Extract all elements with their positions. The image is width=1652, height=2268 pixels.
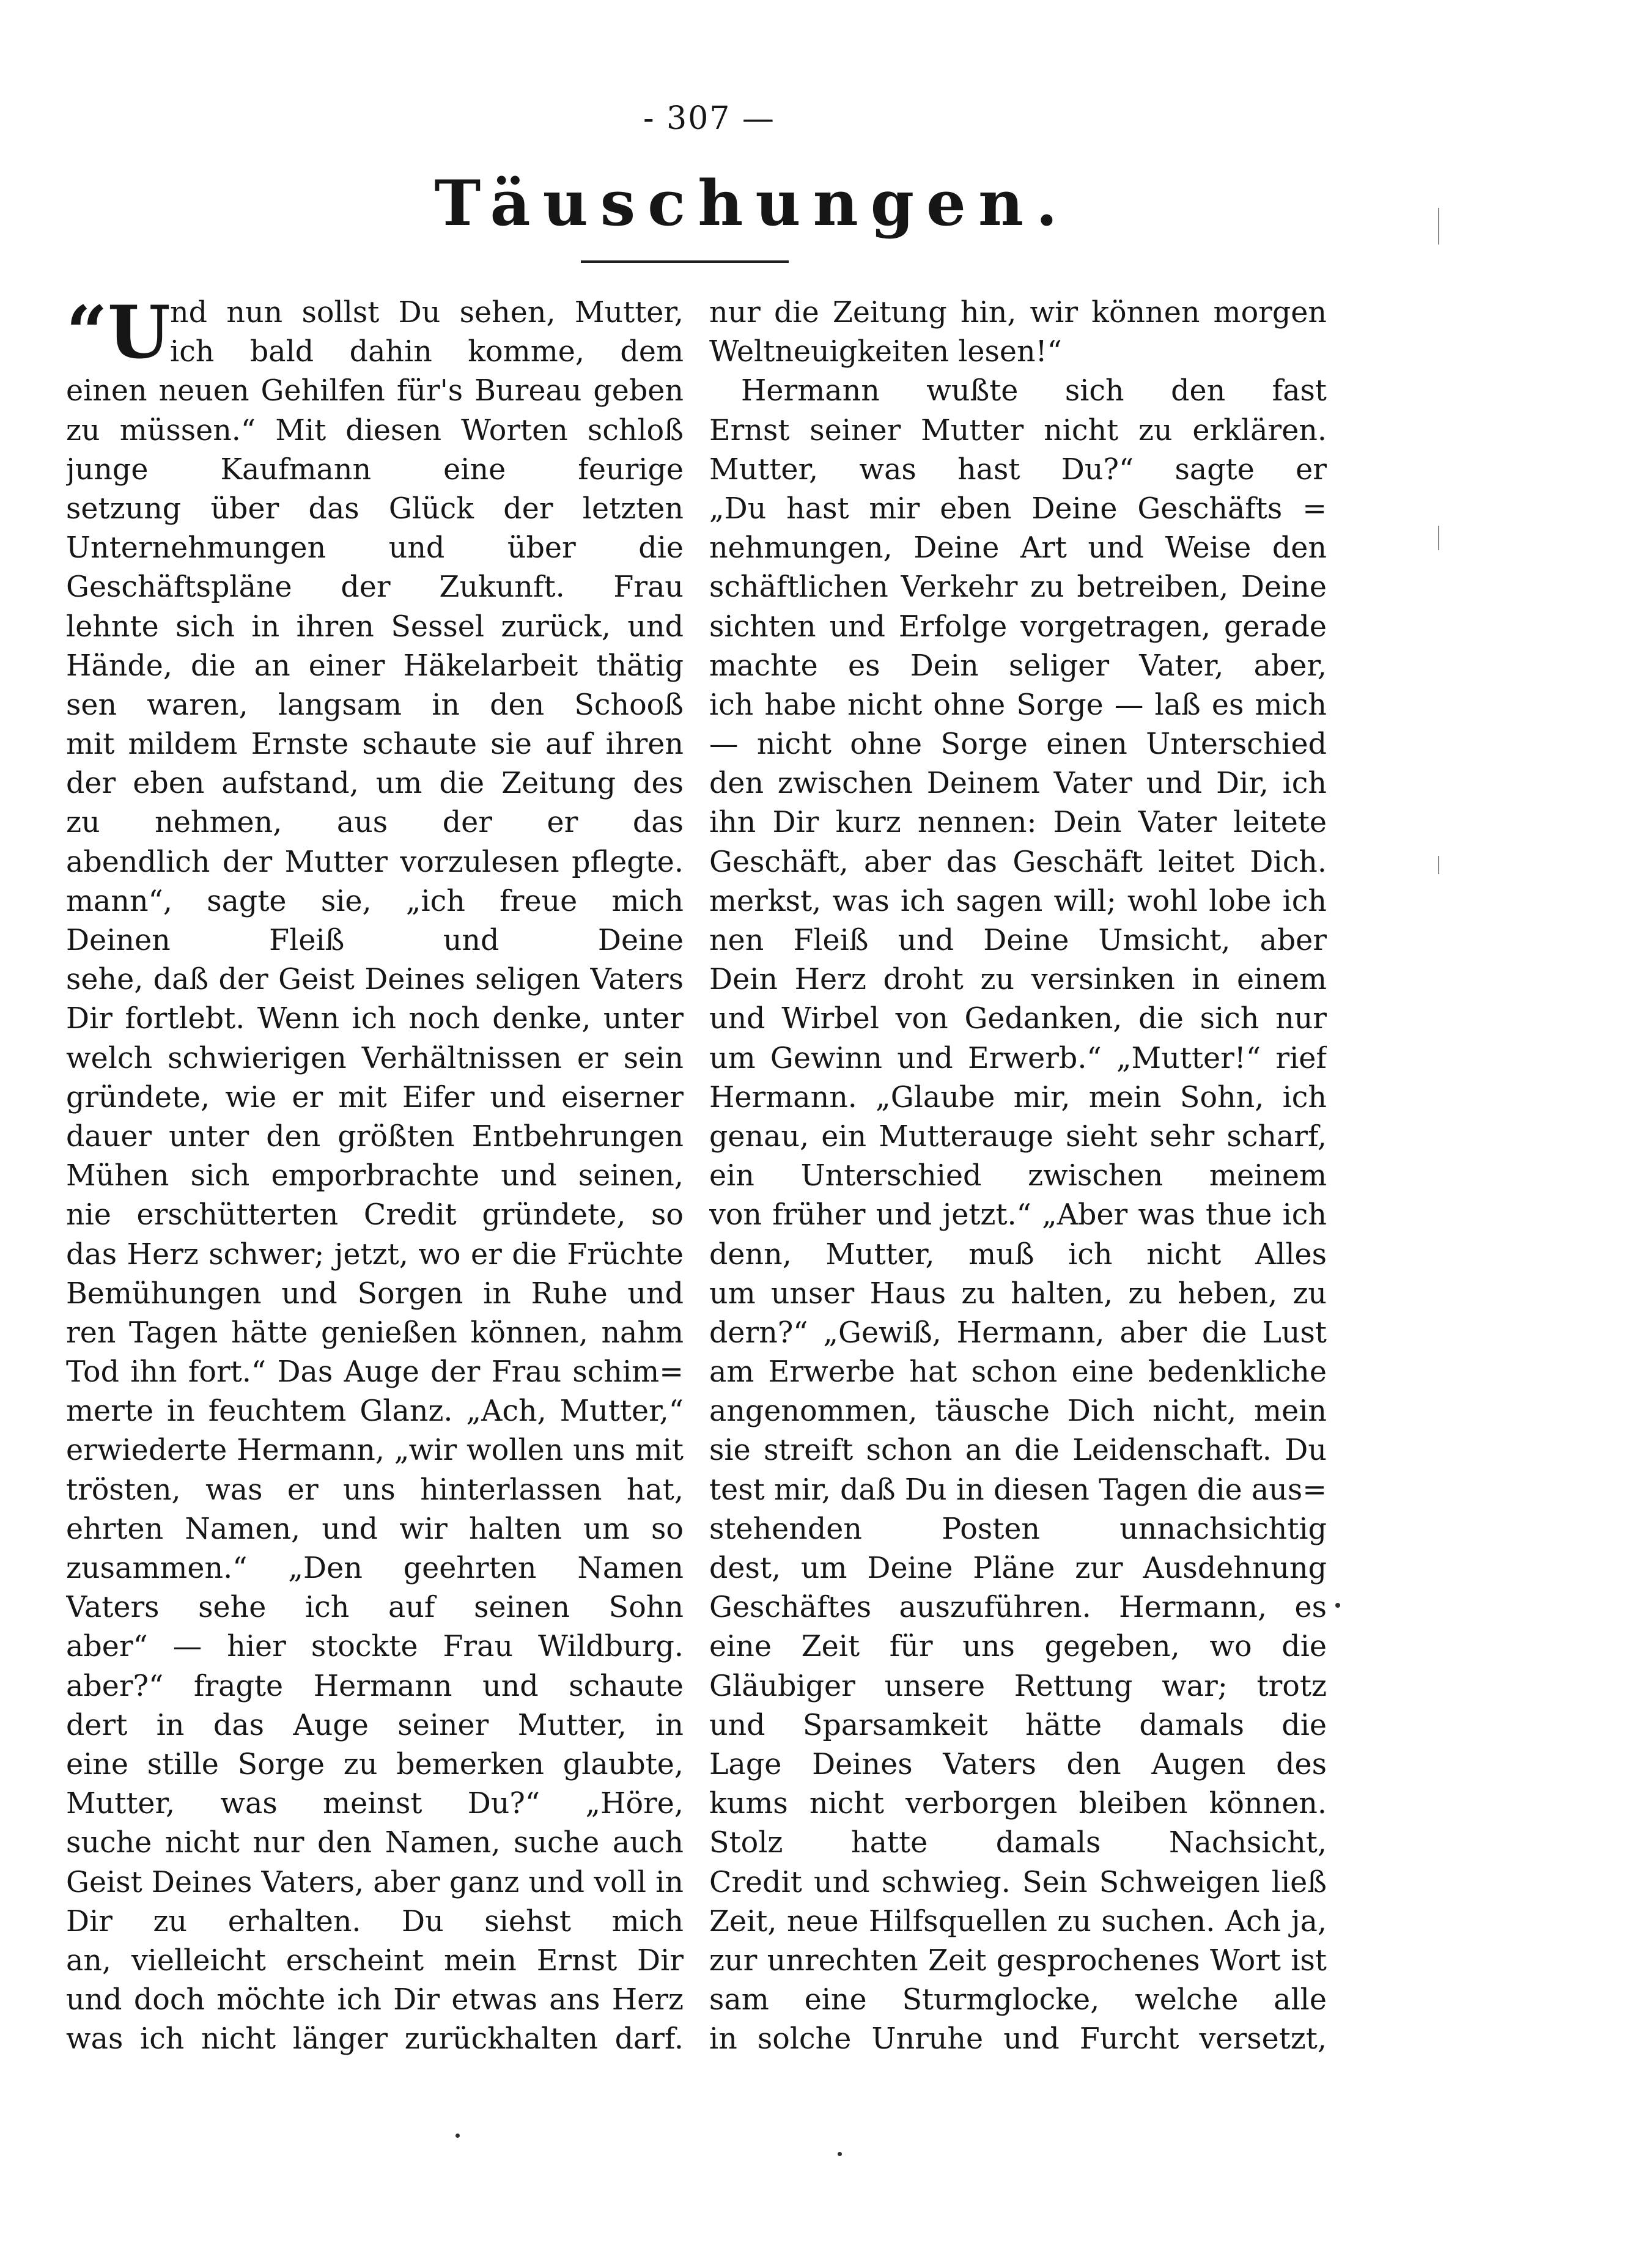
text-line: dest, um Deine Pläne zur Ausdehnung bbox=[709, 1552, 1327, 1585]
text-line: ihn Dir kurz nennen: Dein Vater leitete bbox=[709, 806, 1327, 840]
text-line: suche nicht nur den Namen, suche auch bbox=[66, 1826, 684, 1860]
text-line: Geschäftes auszuführen. Hermann, es bbox=[709, 1591, 1327, 1625]
text-line: ren Tagen hätte genießen können, nahm bbox=[66, 1316, 684, 1350]
drop-cap: “U bbox=[66, 290, 171, 375]
text-line: sam eine Sturmglocke, welche alle bbox=[709, 1983, 1327, 2017]
left-column bbox=[66, 290, 684, 2059]
text-line: Zeit, neue Hilfsquellen zu suchen. Ach ja, bbox=[709, 1904, 1327, 1938]
text-line: am Erwerbe hat schon eine bedenkliche bbox=[709, 1355, 1327, 1390]
text-line: sen waren, langsam in den Schooß bbox=[66, 688, 684, 722]
text-line: Gläubiger unsere Rettung war; trotz bbox=[709, 1669, 1327, 1703]
text-line: lehnte sich in ihren Sessel zurück, und bbox=[66, 609, 684, 644]
text-line: ein Unterschied zwischen meinem bbox=[709, 1159, 1327, 1193]
text-line: nd nun sollst Du sehen, Mutter, bbox=[170, 296, 684, 330]
text-line: sie streift schon an die Leidenschaft. Du bbox=[709, 1434, 1327, 1468]
text-line: um Gewinn und Erwerb.“ „Mutter!“ rief bbox=[709, 1041, 1327, 1075]
text-line: aber?“ fragte Hermann und schaute bbox=[66, 1669, 684, 1703]
title-rule bbox=[581, 260, 789, 263]
text-line: Unternehmungen und über die bbox=[66, 531, 684, 565]
text-line: zu müssen.“ Mit diesen Worten schloß bbox=[66, 413, 684, 447]
text-line: zusammen.“ „Den geehrten Namen bbox=[66, 1552, 684, 1585]
text-line: aber“ — hier stockte Frau Wildburg. bbox=[66, 1630, 684, 1664]
text-line: der eben aufstand, um die Zeitung des bbox=[66, 767, 684, 801]
text-line: eine Zeit für uns gegeben, wo die bbox=[709, 1630, 1327, 1664]
text-line: Dir fortlebt. Wenn ich noch denke, unter bbox=[66, 1002, 684, 1036]
text-line: Mutter, was hast Du?“ sagte er bbox=[709, 452, 1327, 487]
text-line: von früher und jetzt.“ „Aber was thue ich bbox=[709, 1198, 1327, 1232]
text-line: Dir zu erhalten. Du siehst mich bbox=[66, 1904, 684, 1938]
text-line: Deinen Fleiß und Deine bbox=[66, 924, 684, 957]
margin-mark bbox=[1438, 856, 1439, 874]
text-line: Mutter, was meinst Du?“ „Höre, bbox=[66, 1787, 684, 1821]
print-speck bbox=[838, 2152, 842, 2156]
text-line: nur die Zeitung hin, wir können morgen bbox=[709, 296, 1327, 330]
text-line: Geschäft, aber das Geschäft leitet Dich. bbox=[709, 845, 1327, 879]
text-line: „Du hast mir eben Deine Geschäfts = bbox=[709, 492, 1327, 526]
text-line: das Herz schwer; jetzt, wo er die Früchte bbox=[66, 1237, 684, 1272]
text-line: Hände, die an einer Häkelarbeit thätig bbox=[66, 649, 684, 683]
text-line: und Wirbel von Gedanken, die sich nur bbox=[709, 1002, 1327, 1036]
text-line: — nicht ohne Sorge einen Unterschied bbox=[709, 727, 1327, 762]
text-line: Lage Deines Vaters den Augen des bbox=[709, 1747, 1327, 1781]
text-line: Hermann wußte sich den fast bbox=[741, 374, 1327, 408]
text-line: Credit und schwieg. Sein Schweigen ließ bbox=[709, 1865, 1327, 1899]
text-line: eine stille Sorge zu bemerken glaubte, bbox=[66, 1747, 684, 1781]
text-line: trösten, was er uns hinterlassen hat, bbox=[66, 1473, 684, 1507]
text-line: Ernst seiner Mutter nicht zu erklären. bbox=[709, 413, 1327, 447]
text-line: test mir, daß Du in diesen Tagen die aus= bbox=[709, 1473, 1327, 1507]
text-line: Tod ihn fort.“ Das Auge der Frau schim= bbox=[66, 1355, 684, 1390]
text-line: setzung über das Glück der letzten bbox=[66, 492, 684, 526]
text-line: Geist Deines Vaters, aber ganz und voll in bbox=[66, 1865, 684, 1899]
text-line: Hermann. „Glaube mir, mein Sohn, ich bbox=[709, 1080, 1327, 1114]
print-speck bbox=[1335, 1603, 1340, 1608]
text-line: genau, ein Mutterauge sieht sehr scharf, bbox=[709, 1119, 1327, 1154]
text-line: nen Fleiß und Deine Umsicht, aber bbox=[709, 924, 1327, 957]
text-line: Bemühungen und Sorgen in Ruhe und bbox=[66, 1276, 684, 1311]
right-column bbox=[709, 293, 1327, 2059]
text-line: Mühen sich emporbrachte und seinen, bbox=[66, 1159, 684, 1193]
text-line: Vaters sehe ich auf seinen Sohn bbox=[66, 1591, 684, 1625]
text-line: merkst, was ich sagen will; wohl lobe ich bbox=[709, 884, 1327, 918]
text-line: Geschäftspläne der Zukunft. Frau bbox=[66, 570, 684, 605]
page-title: Täuschungen. bbox=[434, 167, 1070, 240]
margin-mark bbox=[1438, 208, 1439, 245]
text-line: Weltneuigkeiten lesen!“ bbox=[709, 335, 1062, 369]
text-line: mann“, sagte sie, „ich freue mich bbox=[66, 884, 684, 918]
text-line: stehenden Posten unnachsichtig bbox=[709, 1512, 1327, 1546]
text-line: was ich nicht länger zurückhalten darf. bbox=[66, 2022, 684, 2056]
text-line: gründete, wie er mit Eifer und eiserner bbox=[66, 1080, 684, 1114]
text-line: einen neuen Gehilfen für's Bureau geben bbox=[66, 374, 684, 408]
margin-mark bbox=[1438, 526, 1439, 550]
text-line: machte es Dein seliger Vater, aber, bbox=[709, 649, 1327, 683]
text-line: nehmungen, Deine Art und Weise den bbox=[709, 531, 1327, 565]
text-line: abendlich der Mutter vorzulesen pflegte. bbox=[66, 845, 684, 879]
text-line: ehrten Namen, und wir halten um so bbox=[66, 1512, 684, 1546]
text-line: schäftlichen Verkehr zu betreiben, Deine bbox=[709, 570, 1327, 605]
text-line: dern?“ „Gewiß, Hermann, aber die Lust bbox=[709, 1316, 1327, 1350]
page-number: - 307 — bbox=[643, 100, 775, 137]
text-line: dauer unter den größten Entbehrungen bbox=[66, 1119, 684, 1154]
text-line: erwiederte Hermann, „wir wollen uns mit bbox=[66, 1434, 684, 1468]
text-line: dert in das Auge seiner Mutter, in bbox=[66, 1708, 684, 1742]
print-speck bbox=[455, 2134, 460, 2138]
text-line: zur unrechten Zeit gesprochenes Wort ist bbox=[709, 1943, 1327, 1978]
text-line: merte in feuchtem Glanz. „Ach, Mutter,“ bbox=[66, 1394, 684, 1429]
text-line: um unser Haus zu halten, zu heben, zu bbox=[709, 1276, 1327, 1311]
text-line: angenommen, täusche Dich nicht, mein bbox=[709, 1394, 1327, 1429]
text-line: an, vielleicht erscheint mein Ernst Dir bbox=[66, 1943, 684, 1978]
text-line: ich bald dahin komme, dem bbox=[170, 335, 684, 369]
text-line: junge Kaufmann eine feurige bbox=[66, 452, 684, 487]
text-line: in solche Unruhe und Furcht versetzt, bbox=[709, 2022, 1327, 2056]
text-line: sehe, daß der Geist Deines seligen Vaters bbox=[66, 963, 684, 997]
text-line: kums nicht verborgen bleiben können. bbox=[709, 1787, 1327, 1821]
text-line: Stolz hatte damals Nachsicht, bbox=[709, 1826, 1327, 1860]
text-line: Dein Herz droht zu versinken in einem bbox=[709, 963, 1327, 997]
text-line: denn, Mutter, muß ich nicht Alles bbox=[709, 1237, 1327, 1272]
text-line: mit mildem Ernste schaute sie auf ihren bbox=[66, 727, 684, 762]
text-line: welch schwierigen Verhältnissen er sein bbox=[66, 1041, 684, 1075]
text-line: zu nehmen, aus der er das bbox=[66, 806, 684, 840]
text-line: und doch möchte ich Dir etwas ans Herz bbox=[66, 1983, 684, 2017]
text-line: sichten und Erfolge vorgetragen, gerade bbox=[709, 609, 1327, 644]
text-line: ich habe nicht ohne Sorge — laß es mich bbox=[709, 688, 1327, 722]
text-line: und Sparsamkeit hätte damals die bbox=[709, 1708, 1327, 1742]
text-line: den zwischen Deinem Vater und Dir, ich bbox=[709, 767, 1327, 801]
text-line: nie erschütterten Credit gründete, so bbox=[66, 1198, 684, 1232]
